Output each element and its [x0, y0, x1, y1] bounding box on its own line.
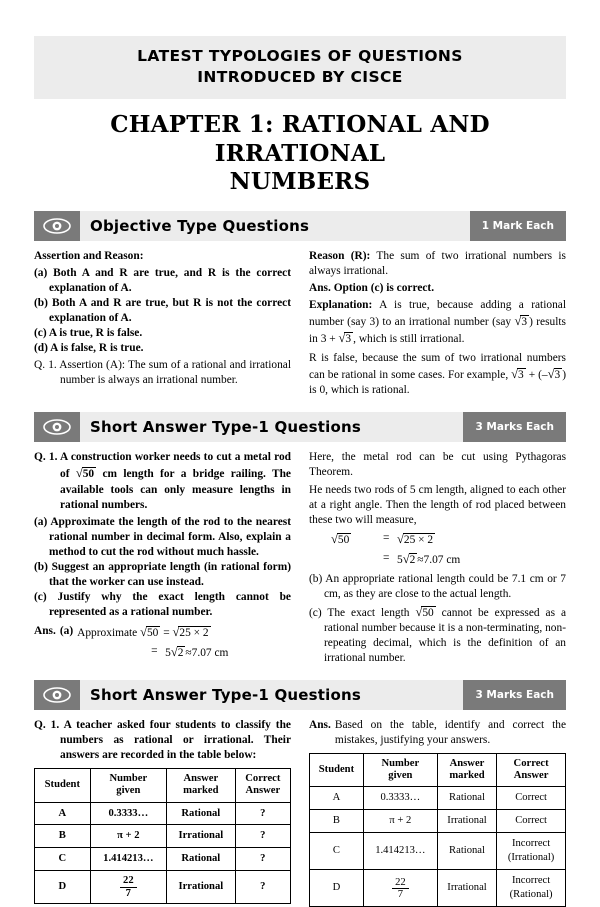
s2-right-part-c-text-2: cannot be expressed as a rational number because it is a non-terminating, non-repeating decimal, which is the definition of an irrational number. — [324, 606, 566, 664]
s2-right-part-b: (b) An appropriate rational length could be 7.1 cm or 7 cm, as they are close to the actual length. — [309, 572, 566, 600]
s2-right-eq2 — [309, 551, 566, 568]
s2-answer-part-a: (a) — [59, 624, 74, 637]
s1-reason — [309, 249, 566, 279]
cell-number: π + 2 — [90, 825, 166, 848]
table-row — [310, 870, 566, 907]
table-row — [310, 833, 566, 870]
cell-correct: ? — [235, 802, 290, 825]
sqrt-50-symbol-4: √50 — [415, 604, 434, 619]
cell-student: A — [35, 802, 91, 825]
student-answers-table — [34, 768, 291, 903]
col-answer-marked: Answer marked — [437, 754, 496, 787]
cell-correct: ? — [235, 871, 290, 903]
s3-answer-row — [309, 718, 566, 748]
s2-answer-approx-line — [77, 624, 228, 641]
banner-line-2: INTRODUCED BY CISCE — [197, 68, 403, 87]
s2-right-eq2-value: 5√2 ≈7.07 cm — [397, 551, 461, 566]
s1-explanation-text-2b: + (– — [528, 369, 548, 382]
s2-question-1 — [34, 450, 291, 512]
s2-right-para-2: He needs two rods of 5 cm length, aligned to each other at a right angle. Then the length of rod placed between these two will measure, — [309, 483, 566, 526]
s1-explanation-text-2c: ) is 0, which is rational. — [309, 369, 566, 397]
s2-right-eq2-sign: = — [383, 551, 390, 564]
col-answer-marked: Answer marked — [167, 769, 236, 802]
s3-answer-intro: Based on the table, identify and correct the mistakes, justifying your answers. — [334, 719, 566, 747]
table-row — [35, 871, 291, 903]
s1-answer — [309, 281, 566, 296]
cell-student: C — [310, 833, 364, 870]
s2-right-part-c — [309, 604, 566, 666]
section-3-body — [34, 718, 566, 907]
corrected-answers-table — [309, 753, 566, 907]
table-row — [310, 810, 566, 833]
col-number-given: Number given — [90, 769, 166, 802]
s1-reason-label: Reason (R): — [309, 250, 371, 262]
s1-explanation-2 — [309, 351, 566, 398]
eye-icon — [34, 680, 80, 710]
s1-explanation-text-1: A is true, because adding a rational number (say 3) to an irrational number (say — [309, 299, 566, 329]
cell-student: C — [35, 848, 91, 871]
section-title: Short Answer Type-1 Questions — [80, 680, 463, 710]
col-student: Student — [35, 769, 91, 802]
table-header-row — [35, 769, 291, 802]
section-header-short-answer-1 — [34, 412, 566, 442]
section-header-objective — [34, 211, 566, 241]
cell-student: A — [310, 787, 364, 810]
col-student: Student — [310, 754, 364, 787]
section-marks: 3 Marks Each — [463, 680, 566, 710]
cell-correct: Incorrect (Irrational) — [497, 833, 566, 870]
cell-student: D — [35, 871, 91, 903]
section-marks: 3 Marks Each — [463, 412, 566, 442]
cell-correct: Correct — [497, 810, 566, 833]
s1-option-b: (b) Both A and R are true, but R is not the correct explanation of A. — [34, 297, 291, 325]
eye-icon — [34, 412, 80, 442]
sqrt-25x2-symbol-2: √25 × 2 — [397, 531, 434, 546]
s2-answer-label: Ans. — [34, 624, 56, 637]
s2-question-1-text-b: cm length for a bridge railing. The available tools can only measure lengths in rational numbers. — [60, 468, 291, 511]
chapter-title-line-1: CHAPTER 1: RATIONAL AND IRRATIONAL — [110, 110, 490, 167]
cell-marked: Irrational — [437, 870, 496, 907]
table-row — [35, 848, 291, 871]
cell-marked: Rational — [167, 802, 236, 825]
sqrt-3-symbol-2: √3 — [338, 331, 352, 346]
sqrt-50-symbol-2: √50 — [140, 624, 159, 639]
s1-reason-text: The sum of two irrational numbers is always irrational. — [309, 250, 566, 278]
cell-number: 1.414213… — [363, 833, 437, 870]
cell-number: $\frac{22}{7}$ — [363, 870, 437, 907]
col-number-given: Number given — [363, 754, 437, 787]
cell-student: D — [310, 870, 364, 907]
s2-part-a: (a) Approximate the length of the rod to the nearest rational number in decimal form. Also, explain a method to cut the rod without much hassle. — [34, 515, 291, 558]
table-row — [35, 802, 291, 825]
cell-marked: Rational — [437, 833, 496, 870]
cell-marked: Irrational — [167, 871, 236, 903]
s1-heading: Assertion and Reason: — [34, 250, 144, 262]
s1-option-a: (a) Both A and R are true, and R is the correct explanation of A. — [34, 267, 291, 295]
banner-line-1: LATEST TYPOLOGIES OF QUESTIONS — [137, 47, 463, 65]
cell-student: B — [35, 825, 91, 848]
s3-question-1: Q. 1. A teacher asked four students to classify the numbers as rational or irrational. Their answers are recorded in the table below: — [34, 719, 291, 762]
cell-correct: Incorrect (Rational) — [497, 870, 566, 907]
s2-answer-row — [34, 624, 291, 661]
col-correct-answer: Correct Answer — [235, 769, 290, 802]
s2-right-eq1 — [309, 531, 566, 548]
s1-explanation-text-2a: R is false, because the sum of two irrational numbers can be rational in some cases. For example, — [309, 352, 566, 382]
s3-answer-label: Ans. — [309, 719, 331, 732]
cell-number: 1.414213… — [90, 848, 166, 871]
cell-correct: ? — [235, 848, 290, 871]
s2-answer-eq2-line — [77, 644, 228, 661]
cell-correct: ? — [235, 825, 290, 848]
s1-explanation-text-1b: ) results in 3 + — [309, 316, 566, 346]
s1-option-d: (d) A is false, R is true. — [34, 342, 144, 355]
table-header-row — [310, 754, 566, 787]
s1-option-c: (c) A is true, R is false. — [34, 327, 143, 340]
page-title — [34, 111, 566, 197]
cell-marked: Rational — [167, 848, 236, 871]
section-2-body — [34, 450, 566, 666]
sqrt-3-symbol-4: √3 — [547, 367, 561, 382]
top-banner — [34, 36, 566, 99]
cell-marked: Irrational — [167, 825, 236, 848]
eye-icon — [34, 211, 80, 241]
section-title: Short Answer Type-1 Questions — [80, 412, 463, 442]
s2-answer-approx-text: Approximate — [77, 626, 138, 639]
s1-answer-text: Option (c) is correct. — [330, 282, 435, 295]
chapter-title-line-2: NUMBERS — [229, 168, 371, 196]
cell-student: B — [310, 810, 364, 833]
col-correct-answer: Correct Answer — [497, 754, 566, 787]
s2-right-eq1-sign: = — [383, 531, 390, 544]
cell-number: 0.3333… — [363, 787, 437, 810]
s2-part-b: (b) Suggest an appropriate length (in rational form) that the worker can use instead. — [34, 560, 291, 588]
table-row — [35, 825, 291, 848]
s1-explanation-text-1c: , which is still irrational. — [353, 333, 465, 346]
sqrt-50-symbol-3: √50 — [331, 531, 350, 546]
cell-correct: Correct — [497, 787, 566, 810]
s2-answer-eq2-value: 5√2 ≈7.07 cm — [165, 644, 229, 659]
s1-explanation — [309, 298, 566, 347]
sqrt-25x2-symbol: √25 × 2 — [172, 624, 209, 639]
section-marks: 1 Mark Each — [470, 211, 566, 241]
s2-right-part-c-text-1: (c) The exact length — [309, 606, 410, 619]
s2-question-1-text-a: Q. 1. A construction worker needs to cut a metal rod of — [34, 451, 291, 481]
s1-explanation-label: Explanation: — [309, 299, 373, 312]
table-row — [310, 787, 566, 810]
cell-marked: Irrational — [437, 810, 496, 833]
s2-answer-eq2: = — [151, 644, 158, 657]
section-1-body — [34, 249, 566, 398]
s2-answer-eq1: = — [163, 626, 170, 639]
s1-question-1: Q. 1. Assertion (A): The sum of a rational and irrational number is always an irrational number. — [34, 359, 291, 387]
sqrt-50-symbol: √50 — [75, 466, 95, 481]
sqrt-3-symbol: √3 — [514, 314, 528, 329]
section-title: Objective Type Questions — [80, 211, 470, 241]
s2-right-para-1: Here, the metal rod can be cut using Pythagoras Theorem. — [309, 451, 566, 479]
s2-part-c: (c) Justify why the exact length cannot be represented as a rational number. — [34, 590, 291, 618]
cell-number: $\frac{22}{7}$ — [90, 871, 166, 903]
cell-marked: Rational — [437, 787, 496, 810]
cell-number: π + 2 — [363, 810, 437, 833]
section-header-short-answer-2 — [34, 680, 566, 710]
sqrt-3-symbol-3: √3 — [511, 367, 524, 382]
cell-number: 0.3333… — [90, 802, 166, 825]
s1-answer-label: Ans. — [309, 282, 331, 295]
